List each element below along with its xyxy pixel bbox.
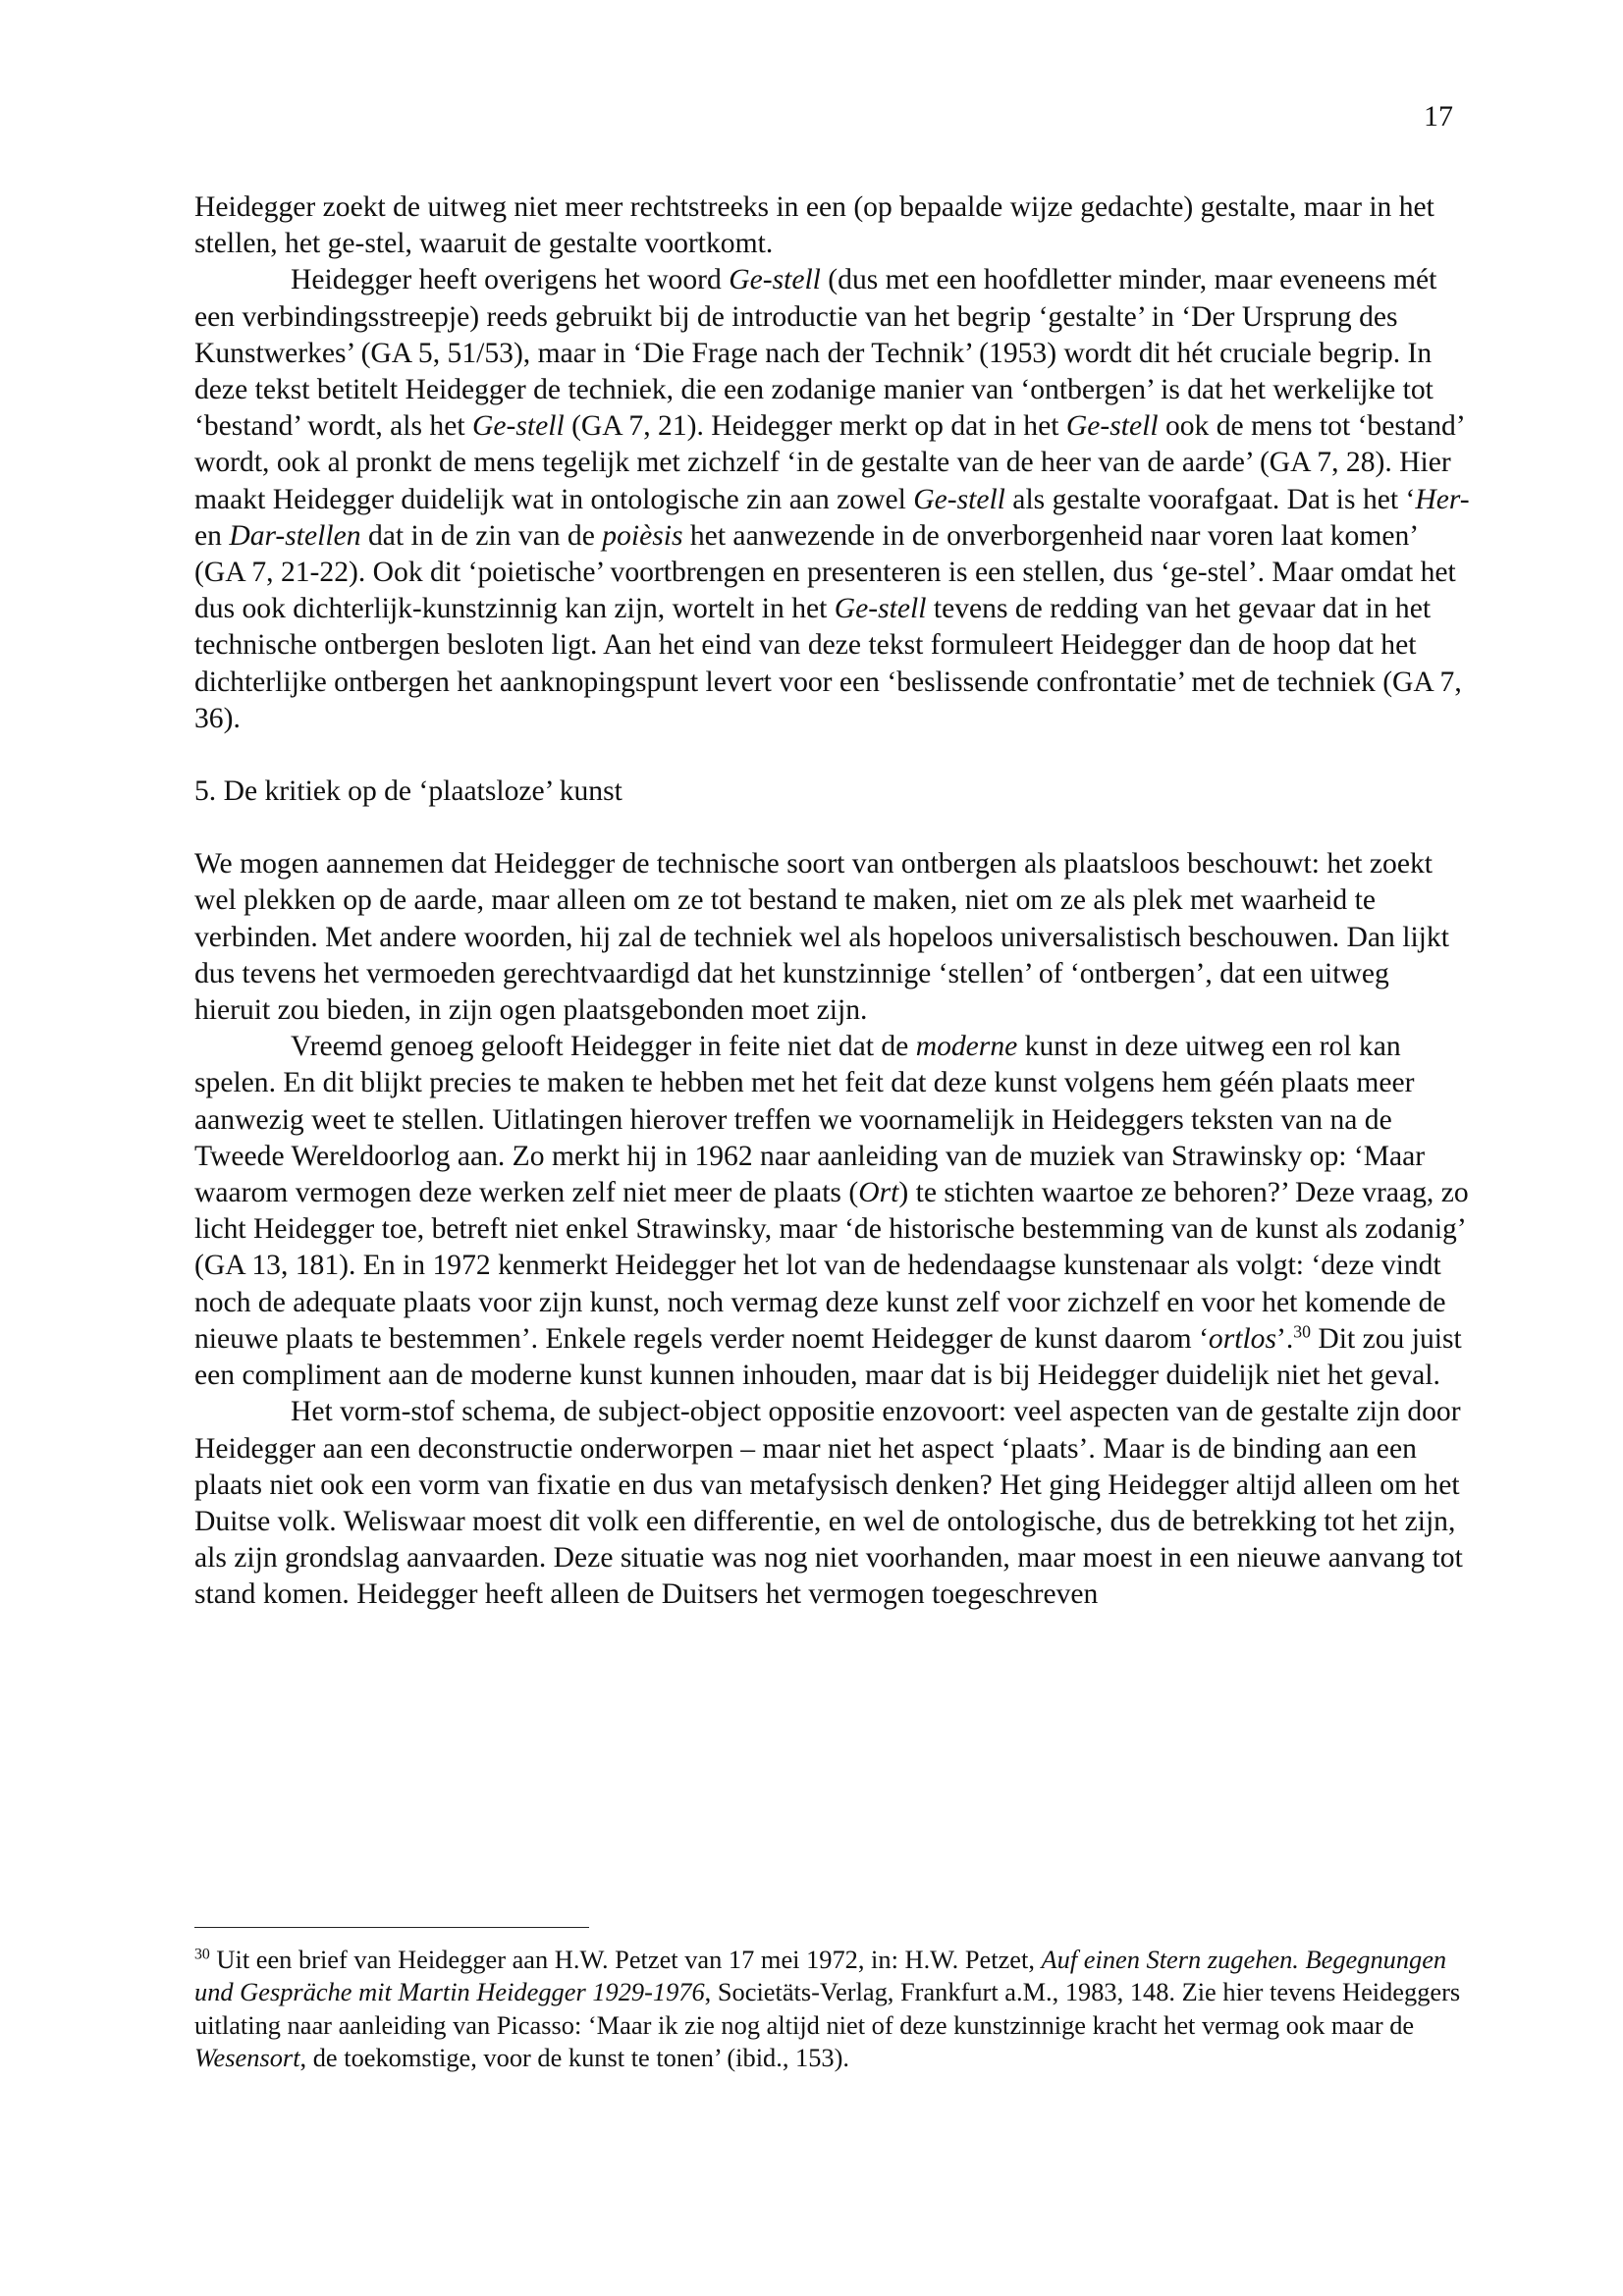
- footnote-separator: [194, 1927, 589, 1928]
- paragraph-2-text: tevens de redding van het gevaar dat in het technische ontbergen besloten ligt. Aan het eind van deze tekst formuleert Heidegger dan de hoop dat het dichterlijke ontbergen het aanknopingspunt levert voor een ‘beslissende confrontatie’ met de techniek (GA 7, 36).: [194, 593, 1462, 734]
- footnote: [194, 1944, 1471, 2075]
- paragraph-2-italic: poièsis: [602, 519, 683, 552]
- paragraph-2-italic: Ge-stell: [834, 593, 927, 625]
- paragraph-2: [194, 262, 1471, 737]
- paragraph-4-italic: ortlos: [1208, 1322, 1276, 1355]
- footnote-text: , de toekomstige, voor de kunst te tonen’ (ibid., 153).: [299, 2043, 850, 2073]
- paragraph-2-text: Heidegger heeft overigens het woord: [291, 264, 730, 296]
- footnote-text: , Societäts-Verlag, Frankfurt a.M., 1983, 148. Zie hier tevens Heideggers uitlating naar aanleiding van Picasso: ‘Maar ik zie nog altijd niet of deze kunstzinnige kracht het vermag ook maar de: [194, 1977, 1461, 2040]
- paragraph-4-italic: moderne: [915, 1031, 1018, 1063]
- footnote-italic: Wesensort: [194, 2043, 300, 2073]
- paragraph-2-text: als gestalte voorafgaat. Dat is het ‘: [1004, 483, 1416, 515]
- section-heading: 5. De kritiek op de ‘plaatsloze’ kunst: [194, 775, 622, 808]
- page-number: 17: [1424, 100, 1453, 133]
- paragraph-2-italic: Ge-stell: [1065, 410, 1159, 443]
- paragraph-2-text: en: [194, 519, 230, 552]
- paragraph-4-italic: Ort: [858, 1177, 899, 1209]
- paragraph-2-text: ook de mens tot ‘bestand’ wordt, ook al pronkt de mens tegelijk met zichzelf ‘in de gestalte van de heer van de aarde’ (GA 7, 28). Hier maakt Heidegger duidelijk wat in ontologische zin aan zowel: [194, 410, 1464, 515]
- paragraph-2-text: (GA 7, 21). Heidegger merkt op dat in het: [564, 410, 1066, 443]
- footnote-30: [194, 1944, 1471, 2075]
- footnote-reference[interactable]: 30: [1293, 1321, 1312, 1342]
- paragraph-4: [194, 1029, 1471, 1394]
- paragraph-5: Het vorm-stof schema, de subject-object oppositie enzovoort: veel aspecten van de gestalte zijn door Heidegger aan een deconstructie onderworpen – maar niet het aspect ‘plaats’. Maar is de binding aan een plaats niet ook een vorm van fixatie en dus van metafysisch denken? Het ging Heidegger altijd alleen om het Duitse volk. Weliswaar moest dit volk een differentie, en wel de ontologische, dus de betrekking tot het zijn, als zijn grondslag aanvaarden. Deze situatie was nog niet voorhanden, maar moest in een nieuwe aanvang tot stand komen. Heidegger heeft alleen de Duitsers het vermogen toegeschreven: [194, 1396, 1463, 1611]
- paragraph-2-text: (dus met een hoofdletter minder, maar eveneens mét een verbindingsstreepje) reeds gebruikt bij de introductie van het begrip ‘gestalte’ in ‘Der Ursprung des Kunstwerkes’ (GA 5, 51/53), maar in ‘Die Frage nach der Technik’ (1953) wordt dit hét cruciale begrip. In deze tekst betitelt Heidegger de techniek, die een zodanige manier van ‘ontbergen’ is dat het werkelijke tot ‘bestand’ wordt, als het: [194, 264, 1437, 443]
- paragraph-3: We mogen aannemen dat Heidegger de technische soort van ontbergen als plaatsloos beschouwt: het zoekt wel plekken op de aarde, maar alleen om ze tot bestand te maken, niet om ze als plek met waarheid te verbinden. Met andere woorden, hij zal de techniek wel als hopeloos universalistisch beschouwen. Dan lijkt dus tevens het vermoeden gerechtvaardigd dat het kunstzinnige ‘stellen’ of ‘ontbergen’, dat een uitweg hieruit zou bieden, in zijn ogen plaatsgebonden moet zijn.: [194, 848, 1449, 1027]
- paragraph-2-italic: Her-: [1415, 483, 1470, 515]
- paragraph-4-text: Vreemd genoeg gelooft Heidegger in feite niet dat de: [291, 1031, 916, 1063]
- footnote-italic: Auf einen Stern zugehen. Begegnungen und Gespräche mit Martin Heidegger 1929-1976: [194, 1945, 1447, 2007]
- footnote-text: Uit een brief van Heidegger aan H.W. Petzet van 17 mei 1972, in: H.W. Petzet,: [209, 1945, 1042, 1974]
- paragraph-2-italic: Dar-stellen: [229, 519, 361, 552]
- paragraph-4-text: Dit zou juist een compliment aan de moderne kunst kunnen inhouden, maar dat is bij Heidegger duidelijk niet het geval.: [194, 1322, 1462, 1392]
- paragraph-2-italic: Ge-stell: [471, 410, 565, 443]
- paragraph-2-text: het aanwezende in de onverborgenheid naar voren laat komen’ (GA 7, 21-22). Ook dit ‘poietische’ voortbrengen en presenteren is een stellen, dus ‘ge-stel’. Maar omdat het dus ook dichterlijk-kunstzinnig kan zijn, wortelt in het: [194, 519, 1456, 625]
- paragraph-4-text: ’.: [1276, 1322, 1294, 1355]
- paragraph-4-text: kunst in deze uitweg een rol kan spelen. En dit blijkt precies te maken te hebben met het feit dat deze kunst volgens hem géén plaats meer aanwezig weet te stellen. Uitlatingen hierover treffen we voornamelijk in Heideggers teksten van na de Tweede Wereldoorlog aan. Zo merkt hij in 1962 naar aanleiding van de muziek van Strawinsky op: ‘Maar waarom vermogen deze werken zelf niet meer de plaats (: [194, 1031, 1426, 1209]
- paragraph-2-italic: Ge-stell: [729, 264, 821, 296]
- paragraph-1: Heidegger zoekt de uitweg niet meer rechtstreeks in een (op bepaalde wijze gedachte) gestalte, maar in het stellen, het ge-stel, waaruit de gestalte voortkomt.: [194, 191, 1434, 260]
- footnote-number: 30: [194, 1946, 210, 1963]
- paragraph-2-italic: Ge-stell: [913, 483, 1005, 515]
- paragraph-2-text: dat in de zin van de: [360, 519, 603, 552]
- body-text: [194, 189, 1471, 1614]
- paragraph-4-text: ) te stichten waartoe ze behoren?’ Deze vraag, zo licht Heidegger toe, betreft niet enkel Strawinsky, maar ‘de historische bestemming van de kunst als zodanig’ (GA 13, 181). En in 1972 kenmerkt Heidegger het lot van de hedendaagse kunstenaar als volgt: ‘deze vindt noch de adequate plaats voor zijn kunst, noch vermag deze kunst zelf voor zichzelf en voor het komende de nieuwe plaats te bestemmen’. Enkele regels verder noemt Heidegger de kunst daarom ‘: [194, 1177, 1469, 1355]
